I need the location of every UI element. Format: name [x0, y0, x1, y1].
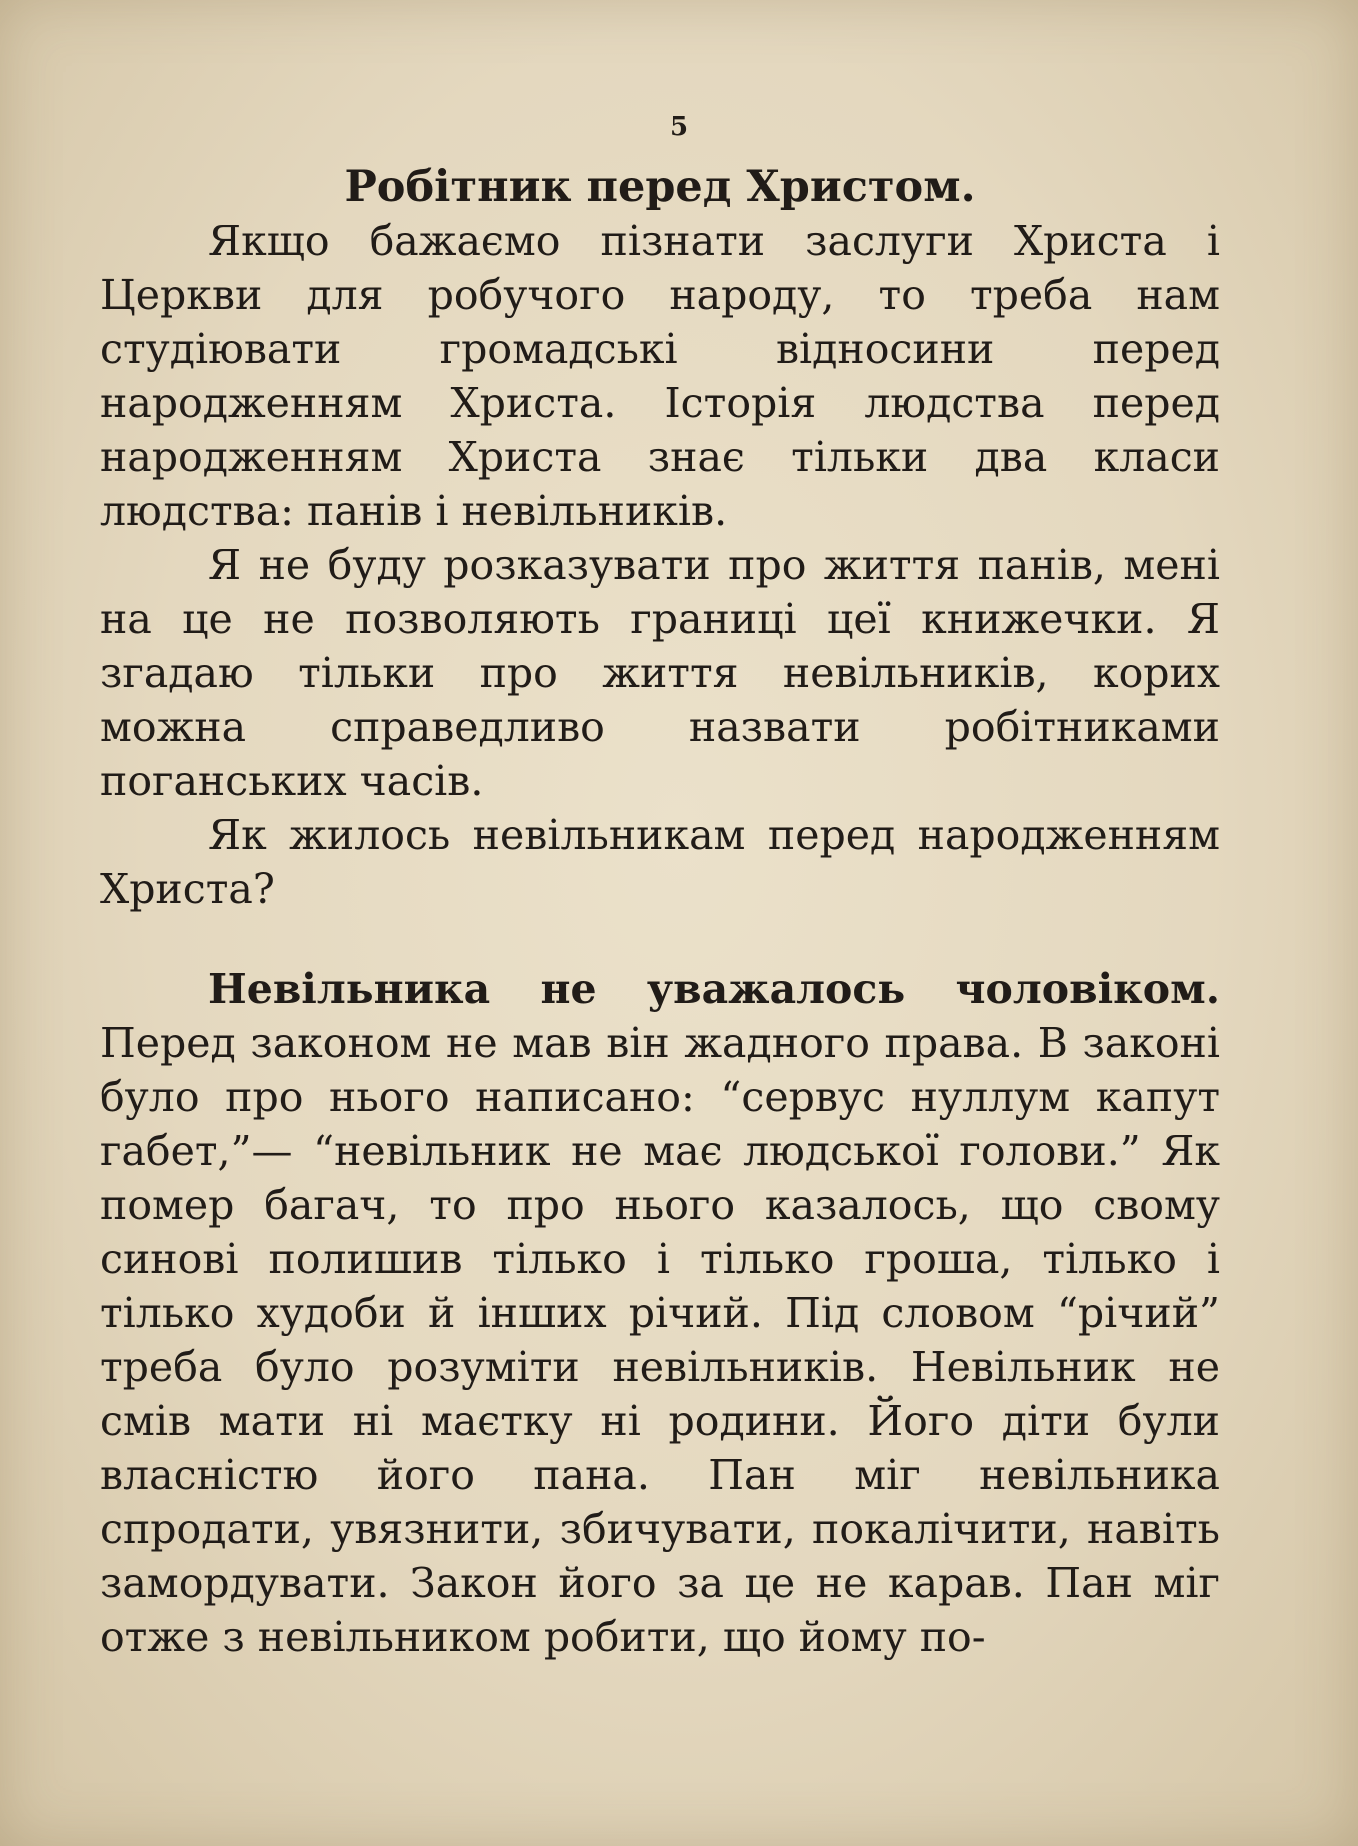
- section-text: Перед законом не мав він жадного права. В законі було про нього написано: “сервус нуллум капут габет,”— “невільник не має людської голови.” Як помер багач, то про нього казалось, що свому синові полишив тілько і тілько гроша, тілько і тілько худоби й інших річий. Під словом “річий” треба було розуміти невільників. Невільник не смів мати ні маєтку ні родини. Його діти були власністю його пана. Пан міг невільника спродати, увязнити, збичувати, покалічити, навіть замордувати. Закон його за це не карав. Пан міг отже з невільником робити, що йому по-: [100, 1019, 1220, 1661]
- section-spacer: [100, 916, 1220, 962]
- paragraph-question: Як жилось невільникам перед народженням Христа?: [100, 811, 1220, 913]
- page-content: [100, 160, 1220, 1664]
- chapter-title: Робітник перед Христом.: [344, 162, 976, 212]
- section-heading: Невільника не уважалось чоловіком.: [208, 965, 1220, 1013]
- page-number: 5: [669, 112, 689, 142]
- paragraph-slave-not-person: [100, 962, 1220, 1664]
- paragraph-masters-life: Я не буду розказувати про життя панів, мені на це не позволяють границі цеї книжечки. Я згадаю тільки про життя невільників, корих можна справедливо назвати робітниками поганських часів.: [100, 541, 1220, 805]
- paragraph-intro: Якщо бажаємо пізнати заслуги Христа і Церкви для робучого народу, то треба нам студіювати громадські відносини перед народженням Христа. Історія людства перед народженням Христа знає тільки два класи людства: панів і невільників.: [100, 217, 1220, 535]
